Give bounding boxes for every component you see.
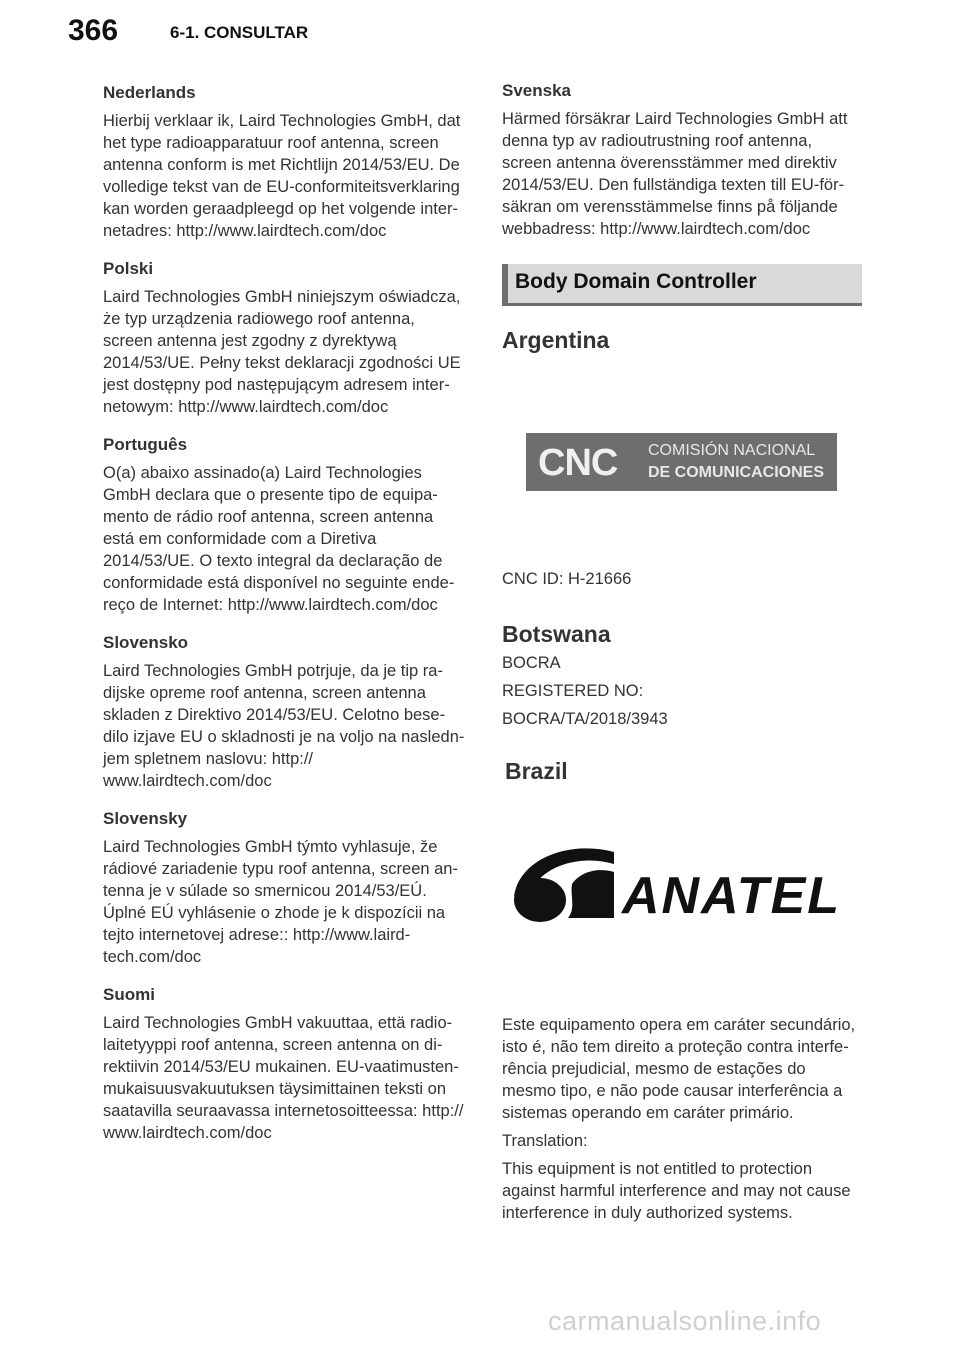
text-line: 2014/53/UE. O texto integral da declaração de <box>103 552 443 570</box>
text-line: Laird Technologies GmbH vakuuttaa, että radio- <box>103 1014 453 1032</box>
lang-paragraph <box>103 1012 463 1144</box>
text-line: webbadress: http://www.lairdtech.com/doc <box>502 220 811 238</box>
lang-paragraph <box>502 108 862 240</box>
text-line: 2014/53/UE. Pełny tekst deklaracji zgodności UE <box>103 354 461 372</box>
lang-paragraph <box>103 462 463 616</box>
lang-paragraph <box>103 660 463 792</box>
botswana-block <box>502 620 862 730</box>
country-heading-brazil: Brazil <box>505 758 568 784</box>
lang-block-slovensko <box>103 632 463 792</box>
text-line: netowym: http://www.lairdtech.com/doc <box>103 398 389 416</box>
text-line: dilo izjave EU o skladnosti je na voljo na nasledn- <box>103 728 465 746</box>
text-line: está em conformidade com a Diretiva <box>103 530 377 548</box>
text-line: BOCRA <box>502 654 561 672</box>
text-line: tejto internetovej adrese:: http://www.laird- <box>103 926 411 944</box>
text-line: www.lairdtech.com/doc <box>103 772 272 790</box>
lang-heading: Slovensko <box>103 633 189 652</box>
text-line: Härmed försäkrar Laird Technologies GmbH att <box>502 110 848 128</box>
text-line: säkran om verensstämmelse finns på följande <box>502 198 838 216</box>
text-line: rádiové zariadenie typu roof antenna, screen an- <box>103 860 458 878</box>
country-heading-argentina: Argentina <box>502 327 610 353</box>
lang-paragraph <box>103 286 463 418</box>
left-column <box>103 82 463 1160</box>
text-line: Úplné EÚ vyhlásenie o zhode je k dispozícii na <box>103 904 446 922</box>
text-line: reço de Internet: http://www.lairdtech.com/doc <box>103 596 438 614</box>
brazil-paragraph <box>502 1014 862 1124</box>
lang-paragraph <box>103 110 463 242</box>
text-line: jem spletnem naslovu: http:// <box>103 750 314 768</box>
text-line: sistemas operando em caráter primário. <box>502 1104 794 1122</box>
cnc-logo <box>526 433 837 491</box>
lang-block-suomi <box>103 984 463 1144</box>
text-line: mukaisuusvakuutuksen täysimittainen teksti on <box>103 1080 447 1098</box>
watermark: carmanualsonline.info <box>548 1306 822 1336</box>
text-line: kan worden geraadpleegd op het volgende inter- <box>103 200 459 218</box>
argentina-id-block <box>502 568 862 590</box>
text-line: O(a) abaixo assinado(a) Laird Technologies <box>103 464 422 482</box>
text-line: antenna conform is met Richtlijn 2014/53/EU. De <box>103 156 460 174</box>
text-line: rektiivin 2014/53/EU mukainen. EU-vaatimusten- <box>103 1058 459 1076</box>
text-line: conformidade está disponível no seguinte ende- <box>103 574 455 592</box>
lang-block-portugues <box>103 434 463 616</box>
cnc-logo-mark: CNC <box>538 442 618 484</box>
lang-block-polski <box>103 258 463 418</box>
text-line: screen antenna överensstämmer med direktiv <box>502 154 837 172</box>
text-line: screen antenna jest zgodny z dyrektywą <box>103 332 397 350</box>
lang-heading: Nederlands <box>103 83 196 102</box>
page-number: 366 <box>68 14 119 47</box>
anatel-emblem-icon <box>510 838 620 928</box>
text-line: saatavilla seuraavassa internetosoitteessa: http:// <box>103 1102 464 1120</box>
section-title: 6-1. CONSULTAR <box>170 23 309 42</box>
text-line: against harmful interference and may not cause <box>502 1182 851 1200</box>
text-line: dijske opreme roof antenna, screen antenna <box>103 684 426 702</box>
lang-heading: Svenska <box>502 81 571 100</box>
banner-title: Body Domain Controller <box>515 270 757 293</box>
text-line: tech.com/doc <box>103 948 202 966</box>
brazil-text-block <box>502 1014 862 1224</box>
text-line: netadres: http://www.lairdtech.com/doc <box>103 222 387 240</box>
text-line: GmbH declara que o presente tipo de equipa- <box>103 486 438 504</box>
anatel-logo <box>510 838 848 928</box>
text-line: This equipment is not entitled to protection <box>502 1160 813 1178</box>
lang-heading: Polski <box>103 259 154 278</box>
text-line: interference in duly authorized systems. <box>502 1204 793 1222</box>
text-line: że typ urządzenia radiowego roof antenna, <box>103 310 415 328</box>
lang-block-nederlands <box>103 82 463 242</box>
translation-paragraph <box>502 1158 862 1224</box>
text-line: het type radioapparatuur roof antenna, screen <box>103 134 439 152</box>
lang-paragraph <box>103 836 463 968</box>
text-line: tenna je v súlade so smernicou 2014/53/EÚ. <box>103 882 427 900</box>
text-line: Este equipamento opera em caráter secundário, <box>502 1016 856 1034</box>
right-column <box>502 80 862 354</box>
text-line: BOCRA/TA/2018/3943 <box>502 710 668 728</box>
text-line: isto é, não tem direito a proteção contra interfe- <box>502 1038 849 1056</box>
lang-heading: Slovensky <box>103 809 188 828</box>
text-line: volledige tekst van de EU-conformiteitsverklaring <box>103 178 460 196</box>
text-line: Laird Technologies GmbH niniejszym oświadcza, <box>103 288 461 306</box>
cnc-logo-line1: COMISIÓN NACIONAL <box>648 442 816 459</box>
text-line: rência prejudicial, mesmo de estações do <box>502 1060 806 1078</box>
section-banner <box>502 264 862 306</box>
text-line: denna typ av radioutrustning roof antenna, <box>502 132 813 150</box>
lang-heading: Suomi <box>103 985 155 1004</box>
brazil-heading-block <box>505 757 865 785</box>
translation-label: Translation: <box>502 1132 588 1150</box>
country-heading-botswana: Botswana <box>502 621 611 647</box>
text-line: mesmo tipo, e não pode causar interferência a <box>502 1082 843 1100</box>
lang-block-slovensky <box>103 808 463 968</box>
text-line: laitetyyppi roof antenna, screen antenna on di- <box>103 1036 443 1054</box>
anatel-logo-text: ANATEL <box>622 867 842 925</box>
text-line: Hierbij verklaar ik, Laird Technologies GmbH, dat <box>103 112 461 130</box>
cnc-id: CNC ID: H-21666 <box>502 570 632 588</box>
text-line: REGISTERED NO: <box>502 682 644 700</box>
text-line: www.lairdtech.com/doc <box>103 1124 272 1142</box>
cnc-logo-line2: DE COMUNICACIONES <box>648 464 825 481</box>
text-line: jest dostępny pod następującym adresem inter- <box>103 376 450 394</box>
text-line: mento de rádio roof antenna, screen antenna <box>103 508 434 526</box>
text-line: 2014/53/EU. Den fullständiga texten till EU-för- <box>502 176 845 194</box>
lang-block-svenska <box>502 80 862 240</box>
text-line: Laird Technologies GmbH potrjuje, da je tip ra- <box>103 662 443 680</box>
lang-heading: Português <box>103 435 188 454</box>
text-line: Laird Technologies GmbH týmto vyhlasuje, že <box>103 838 438 856</box>
text-line: skladen z Direktivo 2014/53/EU. Celotno bese- <box>103 706 446 724</box>
